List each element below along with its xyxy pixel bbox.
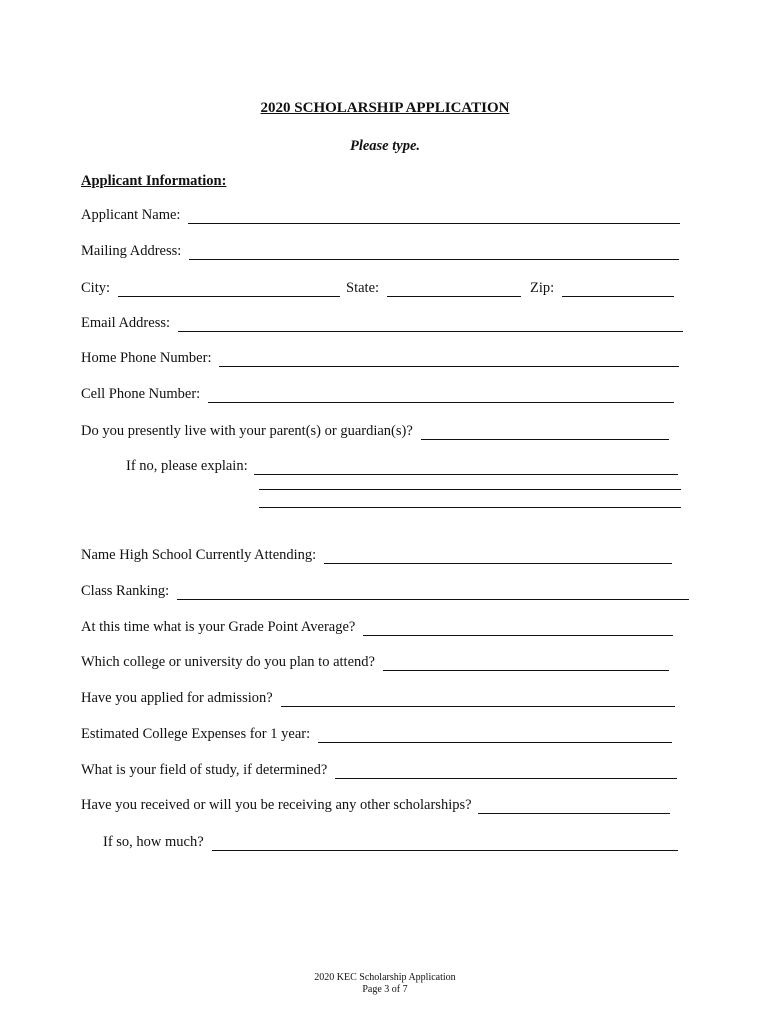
college-label: Which college or university do you plan to attend?: [81, 654, 375, 670]
field-of-study-row: [81, 759, 677, 779]
live-with-parents-row: [81, 420, 669, 440]
how-much-label: If so, how much?: [103, 834, 204, 850]
applied-admission-field[interactable]: [281, 692, 675, 707]
email-field[interactable]: [178, 317, 683, 332]
cell-phone-label: Cell Phone Number:: [81, 386, 201, 402]
applied-admission-label: Have you applied for admission?: [81, 690, 273, 706]
cell-phone-row: [81, 383, 674, 403]
instruction-text: Please type.: [349, 138, 421, 154]
page-footer: [0, 972, 770, 996]
college-row: [81, 651, 669, 671]
home-phone-field[interactable]: [219, 352, 679, 367]
applied-admission-row: [81, 687, 675, 707]
how-much-field[interactable]: [212, 836, 678, 851]
applicant-name-row: [81, 204, 680, 224]
explain-field-3[interactable]: [259, 507, 681, 508]
field-of-study-field[interactable]: [335, 764, 677, 779]
zip-label: Zip:: [530, 280, 555, 296]
explain-field-2[interactable]: [259, 489, 681, 490]
city-state-zip-row: [81, 277, 674, 297]
state-label: State:: [346, 280, 380, 296]
class-ranking-row: [81, 580, 689, 600]
explain-row: [126, 455, 678, 475]
high-school-row: [81, 544, 672, 564]
email-label: Email Address:: [81, 315, 171, 331]
mailing-address-row: [81, 240, 679, 260]
college-field[interactable]: [383, 656, 669, 671]
high-school-label: Name High School Currently Attending:: [81, 547, 317, 563]
college-expenses-field[interactable]: [318, 728, 672, 743]
mailing-address-field[interactable]: [189, 245, 679, 260]
college-expenses-label: Estimated College Expenses for 1 year:: [81, 726, 311, 742]
live-with-parents-field[interactable]: [421, 425, 669, 440]
section-heading: Applicant Information:: [81, 173, 227, 189]
explain-field-1[interactable]: [254, 460, 678, 475]
home-phone-label: Home Phone Number:: [81, 350, 212, 366]
gpa-field[interactable]: [363, 621, 673, 636]
cell-phone-field[interactable]: [208, 388, 674, 403]
high-school-field[interactable]: [324, 549, 672, 564]
other-scholarships-field[interactable]: [478, 799, 670, 814]
field-of-study-label: What is your field of study, if determined?: [81, 762, 328, 778]
gpa-label: At this time what is your Grade Point Average?: [81, 619, 356, 635]
applicant-name-label: Applicant Name:: [81, 207, 181, 223]
footer-document-name: 2020 KEC Scholarship Application: [314, 972, 456, 983]
email-row: [81, 312, 683, 332]
zip-field[interactable]: [562, 282, 674, 297]
class-ranking-field[interactable]: [177, 585, 689, 600]
home-phone-row: [81, 347, 679, 367]
mailing-address-label: Mailing Address:: [81, 243, 182, 259]
other-scholarships-row: [81, 794, 670, 814]
live-with-parents-label: Do you presently live with your parent(s) or guardian(s)?: [81, 423, 413, 439]
college-expenses-row: [81, 723, 672, 743]
city-field[interactable]: [118, 282, 340, 297]
page-title: 2020 SCHOLARSHIP APPLICATION: [260, 100, 510, 116]
explain-label: If no, please explain:: [126, 458, 248, 474]
other-scholarships-label: Have you received or will you be receiving any other scholarships?: [81, 797, 472, 813]
gpa-row: [81, 616, 673, 636]
class-ranking-label: Class Ranking:: [81, 583, 170, 599]
how-much-row: [103, 831, 678, 851]
applicant-name-field[interactable]: [188, 209, 680, 224]
city-label: City:: [81, 280, 111, 296]
state-field[interactable]: [387, 282, 521, 297]
footer-page-number: Page 3 of 7: [362, 984, 408, 995]
